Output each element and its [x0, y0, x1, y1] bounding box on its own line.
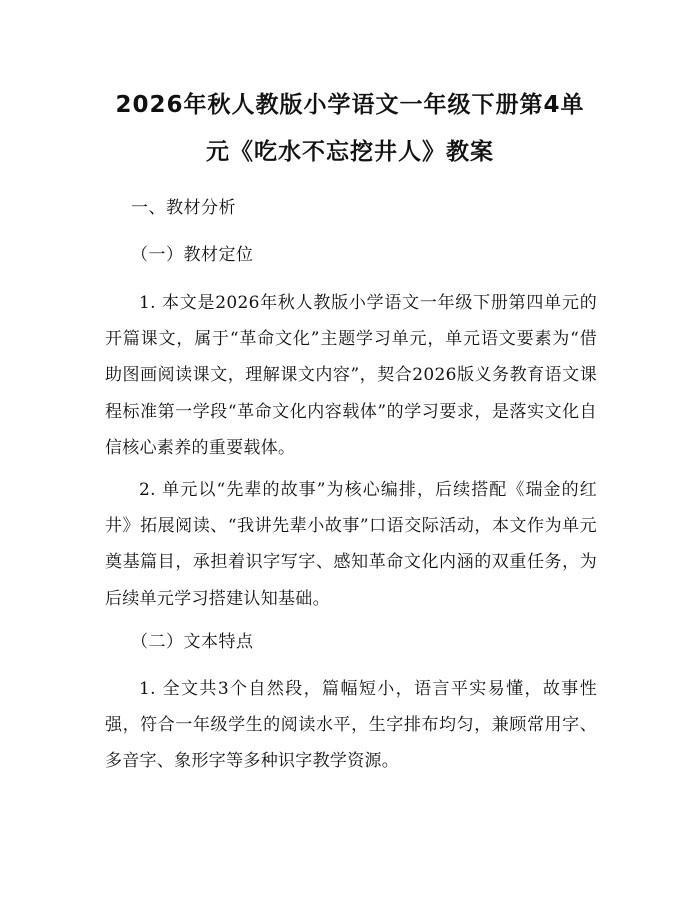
document-title-line-2: 元《吃水不忘挖井人》教案: [206, 139, 494, 165]
paragraph-1: 1. 本文是2026年秋人教版小学语文一年级下册第四单元的开篇课文，属于“革命文化”主题学习单元，单元语文要素为“借助图画阅读课文，理解课文内容”，契合2026版义务教育语文课程标准第一学段“革命文化内容载体”的学习要求，是落实文化自信核心素养的重要载体。: [105, 293, 597, 458]
subsection-heading-text-features: （二）文本特点: [131, 632, 254, 652]
paragraph-3: 1. 全文共3个自然段，篇幅短小，语言平实易懂，故事性强，符合一年级学生的阅读水平，生字排布均匀，兼顾常用字、多音字、象形字等多种识字教学资源。: [105, 679, 597, 772]
subsection-heading-material-positioning: （一）教材定位: [131, 245, 254, 265]
document-title-line-1: 2026年秋人教版小学语文一年级下册第4单: [115, 92, 585, 118]
paragraph-2: 2. 单元以“先辈的故事”为核心编排，后续搭配《瑞金的红井》拓展阅读、“我讲先辈小故事”口语交际活动，本文作为单元奠基篇目，承担着识字写字、感知革命文化内涵的双重任务，为后续单元学习搭建认知基础。: [105, 480, 597, 609]
section-heading-teaching-material-analysis: 一、教材分析: [131, 198, 236, 218]
